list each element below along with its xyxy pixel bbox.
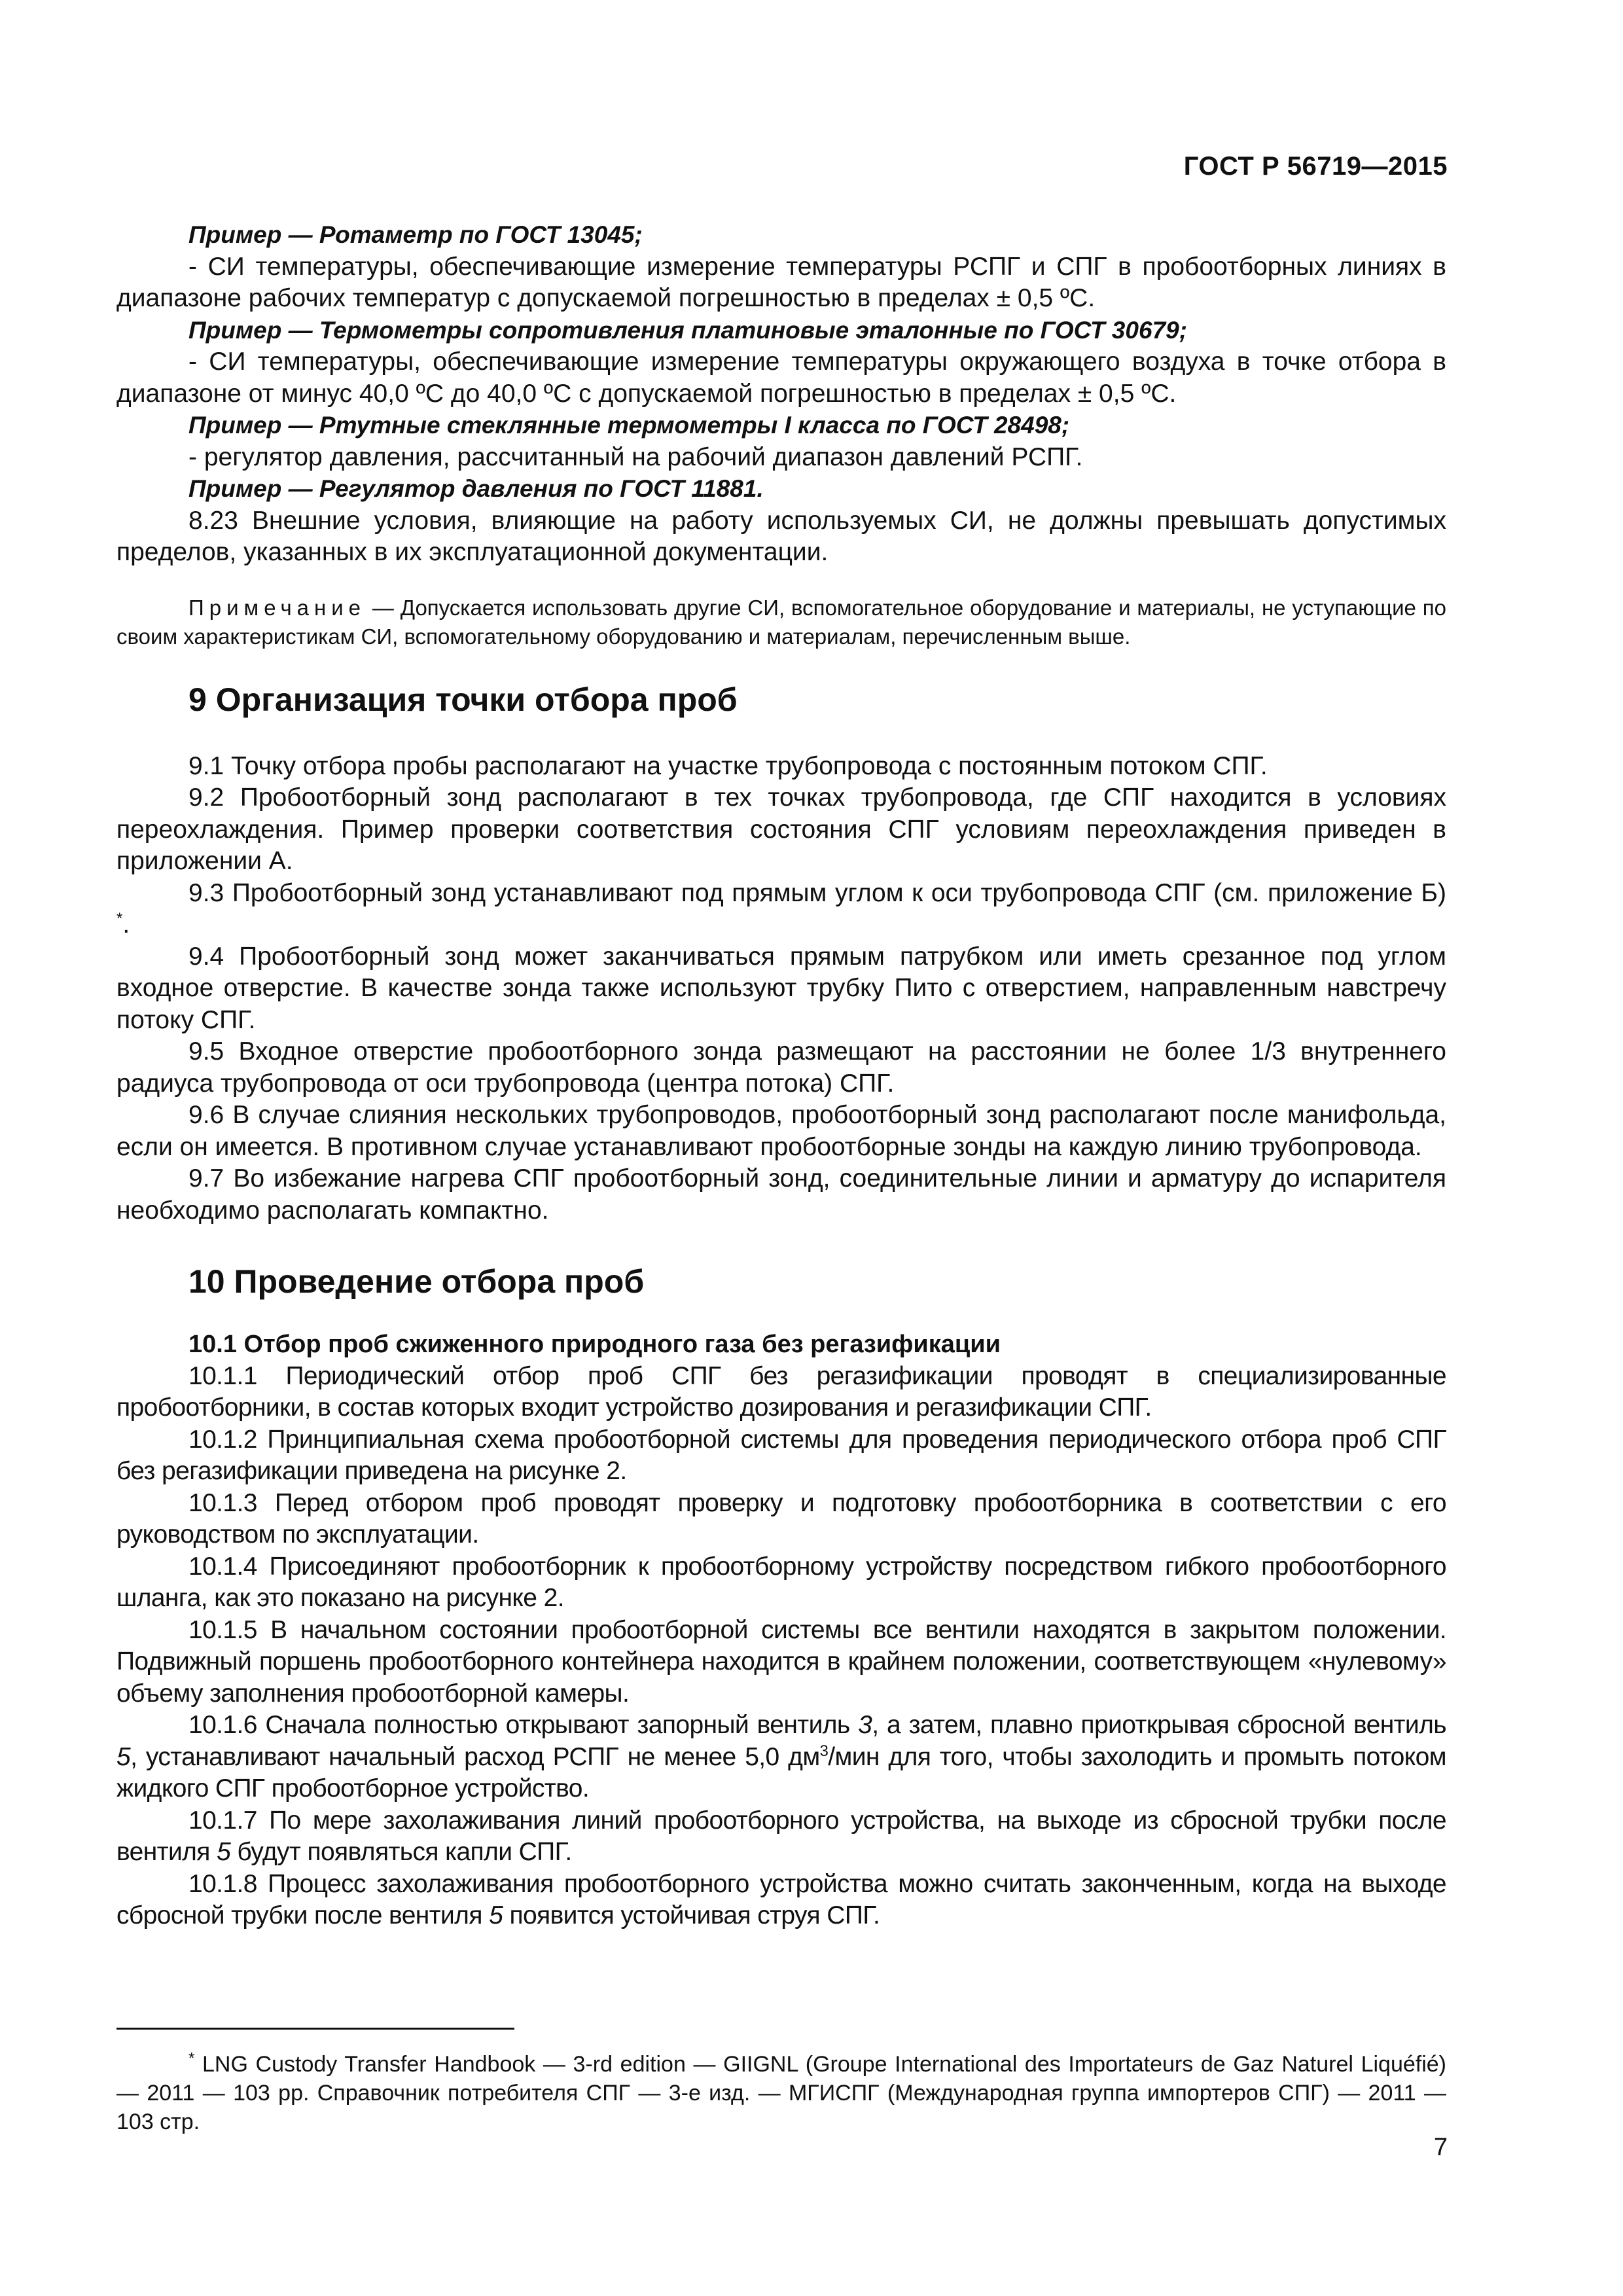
note-label: Примечание <box>188 595 366 620</box>
paragraph-9-6: 9.6 В случае слияния нескольких трубопроводов, пробоотборный зонд располагают после манифольда, если он имеется. В противном случае устанавливают пробоотборные зонды на каждую линию трубопровода. <box>116 1101 1446 1161</box>
paragraph-10-1-8-part: 10.1.8 Процесс захолаживания пробоотборного устройства можно считать законченным, когда на выходе сбросной трубки после вентиля <box>116 1869 1446 1929</box>
footnote <box>116 2050 1446 2136</box>
note <box>116 594 1446 651</box>
paragraph-10-1-2: 10.1.2 Принципиальная схема пробоотборной системы для проведения периодического отбора проб СПГ без регазификации приведена на рисунке 2. <box>116 1425 1446 1485</box>
paragraph-10-1-6-part: , а затем, плавно приоткрывая сбросной вентиль <box>872 1711 1446 1739</box>
footnote-mark: * <box>188 2049 195 2068</box>
paragraph-9-7: 9.7 Во избежание нагрева СПГ пробоотборный зонд, соединительные линии и арматуру до испарителя необходимо располагать компактно. <box>116 1164 1446 1225</box>
valve-number: 5 <box>217 1838 231 1866</box>
example-resistance-thermometers: Пример — Термометры сопротивления платиновые эталонные по ГОСТ 30679; <box>188 316 1188 344</box>
document-id-header: ГОСТ Р 56719—2015 <box>1183 152 1448 181</box>
paragraph-temperature-si-ambient: - СИ температуры, обеспечивающие измерение температуры окружающего воздуха в точке отбора в диапазоне от минус 40,0 ºС до 40,0 ºС с допускаемой погрешностью в пределах ± 0,5 ºС. <box>116 348 1446 408</box>
paragraph-10-1-3: 10.1.3 Перед отбором проб проводят проверку и подготовку пробоотборника в соответствии с его руководством по эксплуатации. <box>116 1488 1446 1549</box>
paragraph-9-1: 9.1 Точку отбора пробы располагают на участке трубопровода с постоянным потоком СПГ. <box>188 751 1268 780</box>
paragraph-10-1-7-part: будут появляться капли СПГ. <box>230 1838 572 1866</box>
paragraph-9-5: 9.5 Входное отверстие пробоотборного зонда размещают на расстоянии не более 1/3 внутреннего радиуса трубопровода от оси трубопровода (центра потока) СПГ. <box>116 1037 1446 1098</box>
paragraph-10-1-6-part: , устанавливают начальный расход РСПГ не менее 5,0 дм <box>130 1742 820 1771</box>
paragraph-10-1-6 <box>116 1710 1446 1805</box>
paragraph-10-1-7-part: 10.1.7 По мере захолаживания линий пробоотборного устройства, на выходе из сбросной трубки после вентиля <box>116 1806 1446 1866</box>
valve-number: 3 <box>858 1711 872 1739</box>
paragraph-9-2: 9.2 Пробоотборный зонд располагают в тех точках трубопровода, где СПГ находится в условиях переохлаждения. Пример проверки соответствия состояния СПГ условиям переохлаждения приведен в приложении А. <box>116 783 1446 875</box>
footnote-text: LNG Custody Transfer Handbook — 3-rd edition — GIIGNL (Groupe International des Importateurs de Gaz Naturel Liquéfié) — 2011 — 103 pp. Справочник потребителя СПГ — 3-е изд. — МГИСПГ (Международная группа импортеров СПГ) — 2011 — 103 стр. <box>116 2052 1446 2134</box>
subsection-10-1-heading: 10.1 Отбор проб сжиженного природного газа без регазификации <box>188 1331 1001 1358</box>
example-pressure-regulator: Пример — Регулятор давления по ГОСТ 11881. <box>188 475 764 502</box>
footnote-reference: * <box>116 910 123 927</box>
valve-number: 5 <box>489 1901 503 1929</box>
section-9-heading: 9 Организация точки отбора проб <box>188 681 738 718</box>
footnote-divider <box>116 2028 514 2030</box>
paragraph-temperature-si-lines: - СИ температуры, обеспечивающие измерение температуры РСПГ и СПГ в пробоотборных линиях в диапазоне рабочих температур с допускаемой погрешностью в пределах ± 0,5 ºС. <box>116 252 1446 312</box>
paragraph-8-23: 8.23 Внешние условия, влияющие на работу используемых СИ, не должны превышать допустимых пределов, указанных в их эксплуатационной документации. <box>116 506 1446 566</box>
paragraph-9-4: 9.4 Пробоотборный зонд может заканчиваться прямым патрубком или иметь срезанное под углом входное отверстие. В качестве зонда также используют трубку Пито с отверстием, направленным навстречу потоку СПГ. <box>116 942 1446 1034</box>
example-rotameter: Пример — Ротаметр по ГОСТ 13045; <box>188 221 643 248</box>
paragraph-9-3-end: . <box>122 910 130 939</box>
paragraph-10-1-8-part: появится устойчивая струя СПГ. <box>503 1901 880 1929</box>
paragraph-10-1-5: 10.1.5 В начальном состоянии пробоотборной системы все вентили находятся в закрытом положении. Подвижный поршень пробоотборного контейнера находится в крайнем положении, соответствующем «нулевому» объему заполнения пробоотборной камеры. <box>116 1615 1446 1708</box>
paragraph-10-1-6-part: 10.1.6 Сначала полностью открывают запорный вентиль <box>188 1711 859 1739</box>
paragraph-10-1-7 <box>116 1805 1446 1869</box>
section-10-heading: 10 Проведение отбора проб <box>188 1263 645 1300</box>
paragraph-10-1-8 <box>116 1869 1446 1932</box>
page-body <box>116 219 1446 1932</box>
paragraph-10-1-6-part: /мин для того, чтобы захолодить и промыть потоком жидкого СПГ пробоотборное устройство. <box>116 1742 1446 1803</box>
note-text: — Допускается использовать другие СИ, вспомогательное оборудование и материалы, не уступающие по своим характеристикам СИ, вспомогательному оборудованию и материалам, перечисленным выше. <box>116 595 1446 649</box>
example-mercury-thermometers: Пример — Ртутные стеклянные термометры I класса по ГОСТ 28498; <box>188 412 1070 439</box>
page-number: 7 <box>1433 2134 1448 2161</box>
valve-number: 5 <box>116 1742 131 1771</box>
superscript: 3 <box>819 1742 829 1760</box>
paragraph-9-3 <box>116 878 1446 941</box>
paragraph-10-1-1: 10.1.1 Периодический отбор проб СПГ без регазификации проводят в специализированные пробоотборники, в состав которых входит устройство дозирования и регазификации СПГ. <box>116 1361 1446 1422</box>
paragraph-9-3-text: 9.3 Пробоотборный зонд устанавливают под прямым углом к оси трубопровода СПГ (см. приложение Б) <box>188 878 1446 907</box>
paragraph-pressure-regulator: - регулятор давления, рассчитанный на рабочий диапазон давлений РСПГ. <box>188 442 1083 471</box>
paragraph-10-1-4: 10.1.4 Присоединяют пробоотборник к пробоотборному устройству посредством гибкого пробоотборного шланга, как это показано на рисунке 2. <box>116 1552 1446 1612</box>
